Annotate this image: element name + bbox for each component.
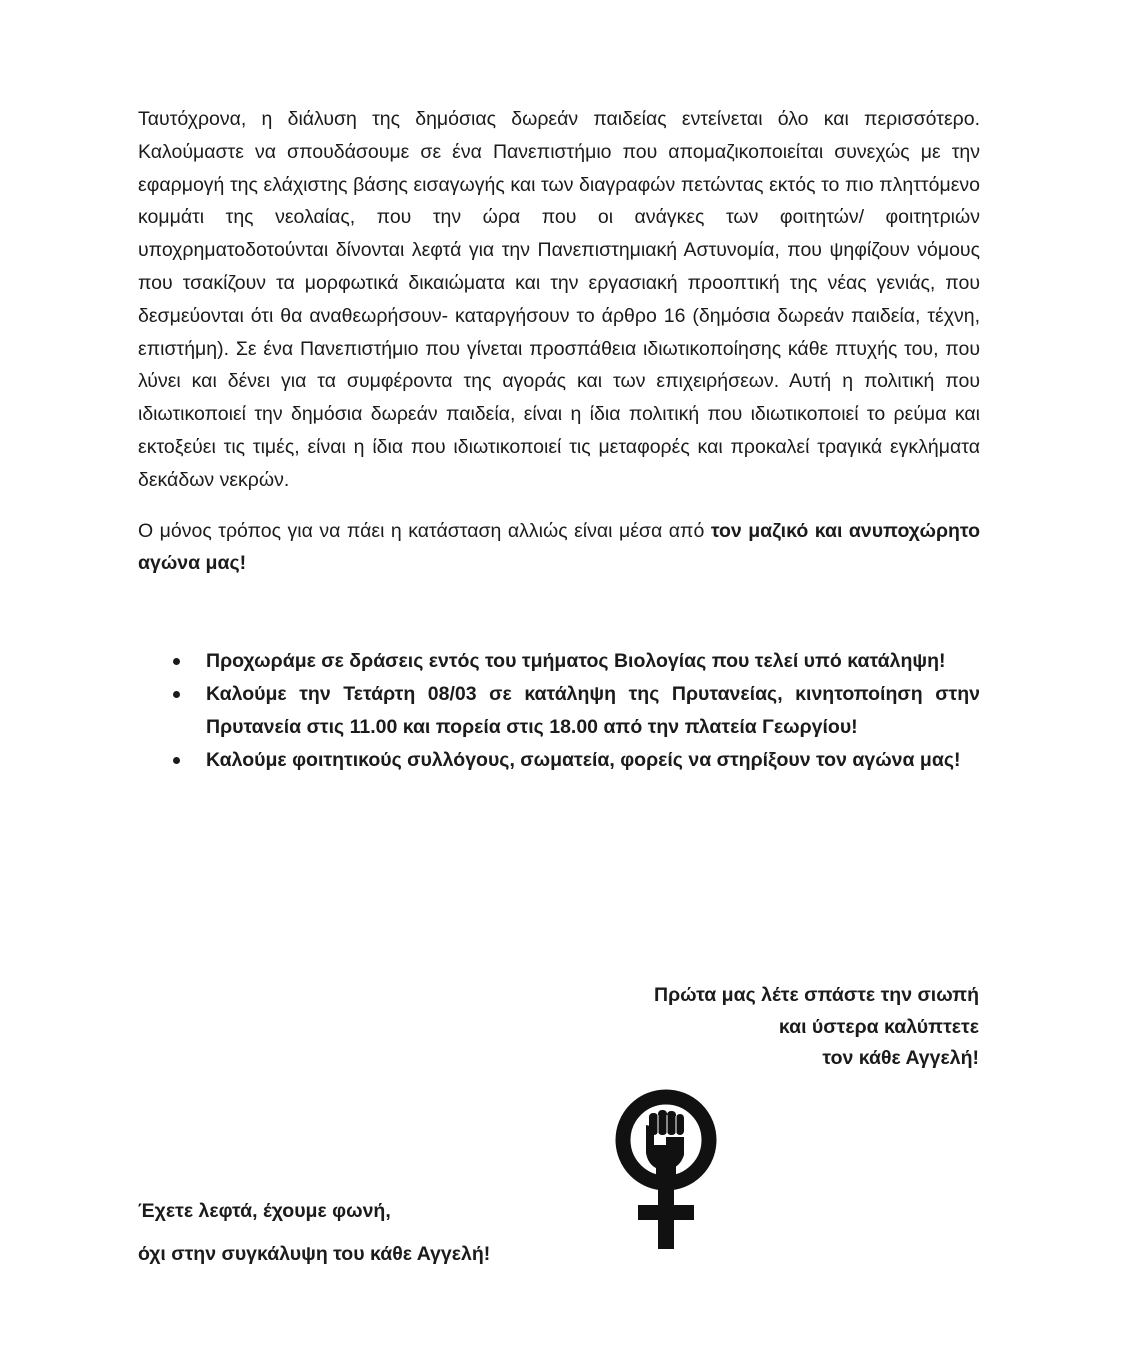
closing-line: Έχετε λεφτά, έχουμε φωνή, <box>138 1200 391 1222</box>
paragraph-call-text: Ο μόνος τρόπος για να πάει η κατάσταση αλλιώς είναι μέσα από <box>138 519 711 542</box>
closing-slogan <box>138 1190 490 1276</box>
slogan-line: και ύστερα καλύπτετε <box>778 1015 979 1038</box>
paragraph-call-emphasis: τον μαζικό και ανυποχώρητο αγώνα μας! <box>138 519 980 575</box>
list-item: Καλούμε την Τετάρτη 08/03 σε κατάληψη της Πρυτανείας, κινητοποίηση στην Πρυτανεία στις 11.00 και πορεία στις 18.00 από την πλατεία Γεωργίου! <box>138 678 980 744</box>
document-body <box>138 95 980 776</box>
list-item: Προχωράμε σε δράσεις εντός του τμήματος Βιολογίας που τελεί υπό κατάληψη! <box>138 645 980 678</box>
actions-list <box>138 645 980 776</box>
paragraph-call <box>138 515 980 581</box>
cross-shape <box>638 1181 694 1249</box>
fist-shape <box>646 1110 684 1181</box>
closing-line: όχι στην συγκάλυψη του κάθε Αγγελή! <box>138 1243 491 1265</box>
paragraph-intro: Ταυτόχρονα, η διάλυση της δημόσιας δωρεάν παιδείας εντείνεται όλο και περισσότερο. Καλούμαστε να σπουδάσουμε σε ένα Πανεπιστήμιο που απομαζικοποιείται συνεχώς με την εφαρμογή της ελάχιστης βάσης εισαγωγής και των διαγραφών πετώντας εκτός το πιο πληττόμενο κομμάτι της νεολαίας, που την ώρα που οι ανάγκες των φοιτητών/ φοιτητριών υποχρηματοδοτούνται δίνονται λεφτά για την Πανεπιστημιακή Αστυνομία, που ψηφίζουν νόμους που τσακίζουν τα μορφωτικά δικαιώματα και την εργασιακή προοπτική της νέας γενιάς, που δεσμεύονται ότι θα αναθεωρήσουν- καταργήσουν το άρθρο 16 (δημόσια δωρεάν παιδεία, τέχνη, επιστήμη). Σε ένα Πανεπιστήμιο που γίνεται προσπάθεια ιδιωτικοποίησης κάθε πτυχής του, που λύνει και δένει για τα συμφέροντα της αγοράς και των επιχειρήσεων. Αυτή η πολιτική που ιδιωτικοποιεί την δημόσια δωρεάν παιδεία, είναι η ίδια πολιτική που ιδιωτικοποιεί το ρεύμα και εκτοξεύει τις τιμές, είναι η ίδια που ιδιωτικοποιεί τις μεταφορές και προκαλεί τραγικά εγκλήματα δεκάδων νεκρών. <box>138 108 980 491</box>
list-item: Καλούμε φοιτητικούς συλλόγους, σωματεία, φορείς να στηρίξουν τον αγώνα μας! <box>138 744 980 777</box>
slogan-line: τον κάθε Αγγελή! <box>822 1047 979 1069</box>
slogan <box>654 980 979 1075</box>
slogan-line: Πρώτα μας λέτε σπάστε την σιωπή <box>654 984 979 1006</box>
feminist-fist-icon <box>610 1085 730 1255</box>
